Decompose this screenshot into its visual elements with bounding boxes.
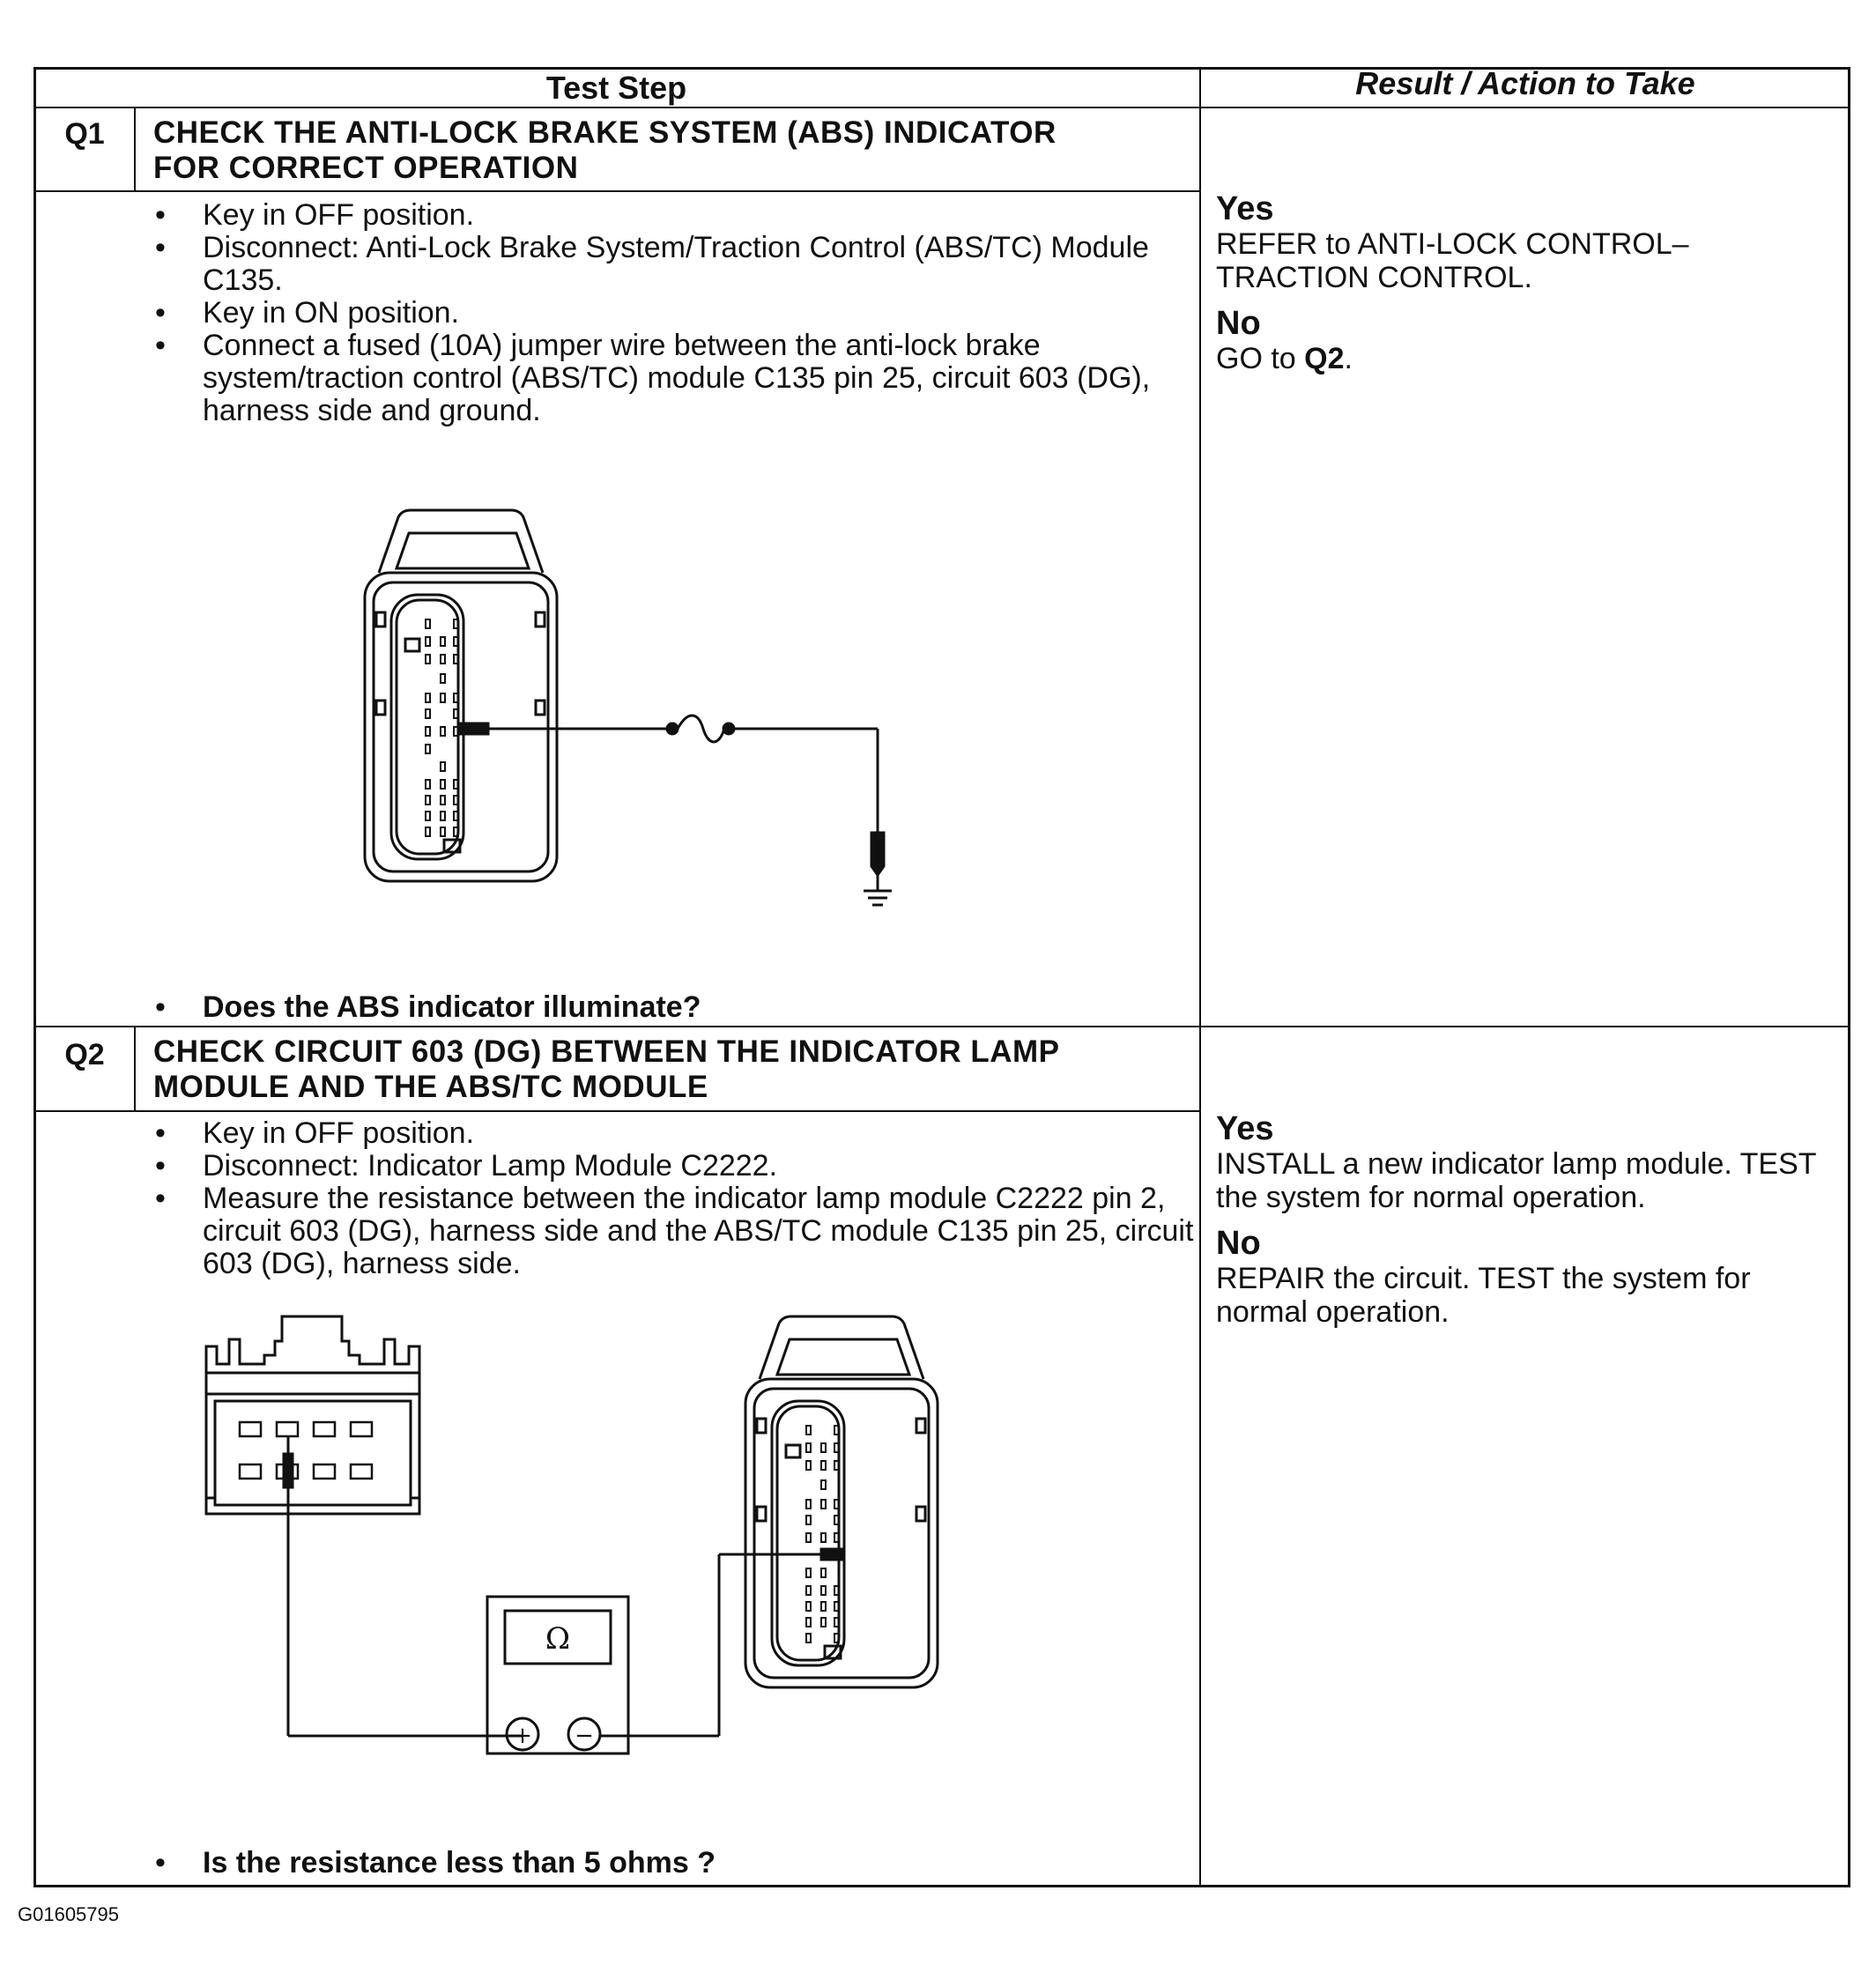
q1-no-label: No [1216, 305, 1261, 342]
step-title-q1 [153, 115, 1193, 186]
step-id-q2: Q2 [64, 1038, 105, 1071]
q1-yes-label: Yes [1216, 190, 1274, 227]
step-id-q1: Q1 [64, 117, 105, 151]
q1-instruction: • Key in OFF position. [203, 199, 1216, 232]
ohmmeter [487, 1597, 628, 1753]
column-header-test-step: Test Step [545, 70, 687, 106]
q2-yes-label: Yes [1216, 1110, 1274, 1147]
q2-yes-action: INSTALL a new indicator lamp module. TEST the system for normal operation. [1216, 1147, 1816, 1214]
step-title-q2-line1: CHECK CIRCUIT 603 (DG) BETWEEN THE INDICATOR LAMP [153, 1034, 1060, 1069]
q2-instruction: • Measure the resistance between the indicator lamp module C2222 pin 2, circuit 603 (DG), harness side and the ABS/TC module C135 pin 25, circuit 603 (DG), harness side. [203, 1183, 1216, 1280]
q2-instruction: • Key in OFF position. [203, 1117, 1216, 1150]
q1-question: • Does the ABS indicator illuminate? [148, 990, 701, 1025]
fused-jumper-wire [458, 715, 884, 891]
q2-result [1216, 1112, 1833, 1341]
step-divider [33, 1026, 1850, 1027]
q2-no-label: No [1216, 1225, 1261, 1262]
step-title-q2-line2: MODULE AND THE ABS/TC MODULE [153, 1070, 708, 1104]
header-divider [33, 107, 1850, 108]
meter-plus-terminal: + [513, 1723, 532, 1749]
q2-question: • Is the resistance less than 5 ohms ? [148, 1846, 716, 1880]
q1-id-divider [134, 107, 136, 191]
q1-jumper-diagram [352, 507, 925, 930]
q2-no-action: REPAIR the circuit. TEST the system for normal operation. [1216, 1262, 1751, 1329]
q1-result [1216, 192, 1833, 388]
q1-instructions [148, 199, 1216, 427]
q1-instruction: • Key in ON position. [203, 297, 1216, 330]
step-title-q2 [153, 1034, 1193, 1105]
ohm-icon: Ω [545, 1621, 571, 1657]
q1-title-divider [33, 190, 1200, 192]
step-title-q1-line1: CHECK THE ANTI-LOCK BRAKE SYSTEM (ABS) INDICATOR [153, 115, 1057, 150]
ground-icon [864, 891, 892, 905]
abs-tc-connector-c135 [365, 510, 557, 881]
q1-instruction: • Disconnect: Anti-Lock Brake System/Traction Control (ABS/TC) Module C135. [203, 232, 1216, 297]
q1-no-action: GO to Q2. [1216, 342, 1353, 375]
q2-instruction: • Disconnect: Indicator Lamp Module C2222. [203, 1150, 1216, 1183]
q2-title-divider [33, 1110, 1200, 1112]
q2-id-divider [134, 1026, 136, 1111]
abs-tc-connector-c135 [745, 1316, 938, 1687]
indicator-lamp-module-connector-c2222 [206, 1316, 419, 1514]
q1-yes-action: REFER to ANTI-LOCK CONTROL– TRACTION CONTROL. [1216, 227, 1689, 294]
column-header-result: Result / Action to Take [1355, 65, 1695, 101]
q1-instruction: • Connect a fused (10A) jumper wire between the anti-lock brake system/traction control (ABS/TC) module C135 pin 25, circuit 603 (DG), harness side and ground. [203, 330, 1216, 427]
q2-instructions [148, 1117, 1216, 1280]
step-title-q1-line2: FOR CORRECT OPERATION [153, 151, 579, 185]
meter-minus-terminal: − [575, 1723, 594, 1749]
q2-resistance-diagram [194, 1313, 987, 1771]
figure-id: G01605795 [18, 1903, 119, 1925]
